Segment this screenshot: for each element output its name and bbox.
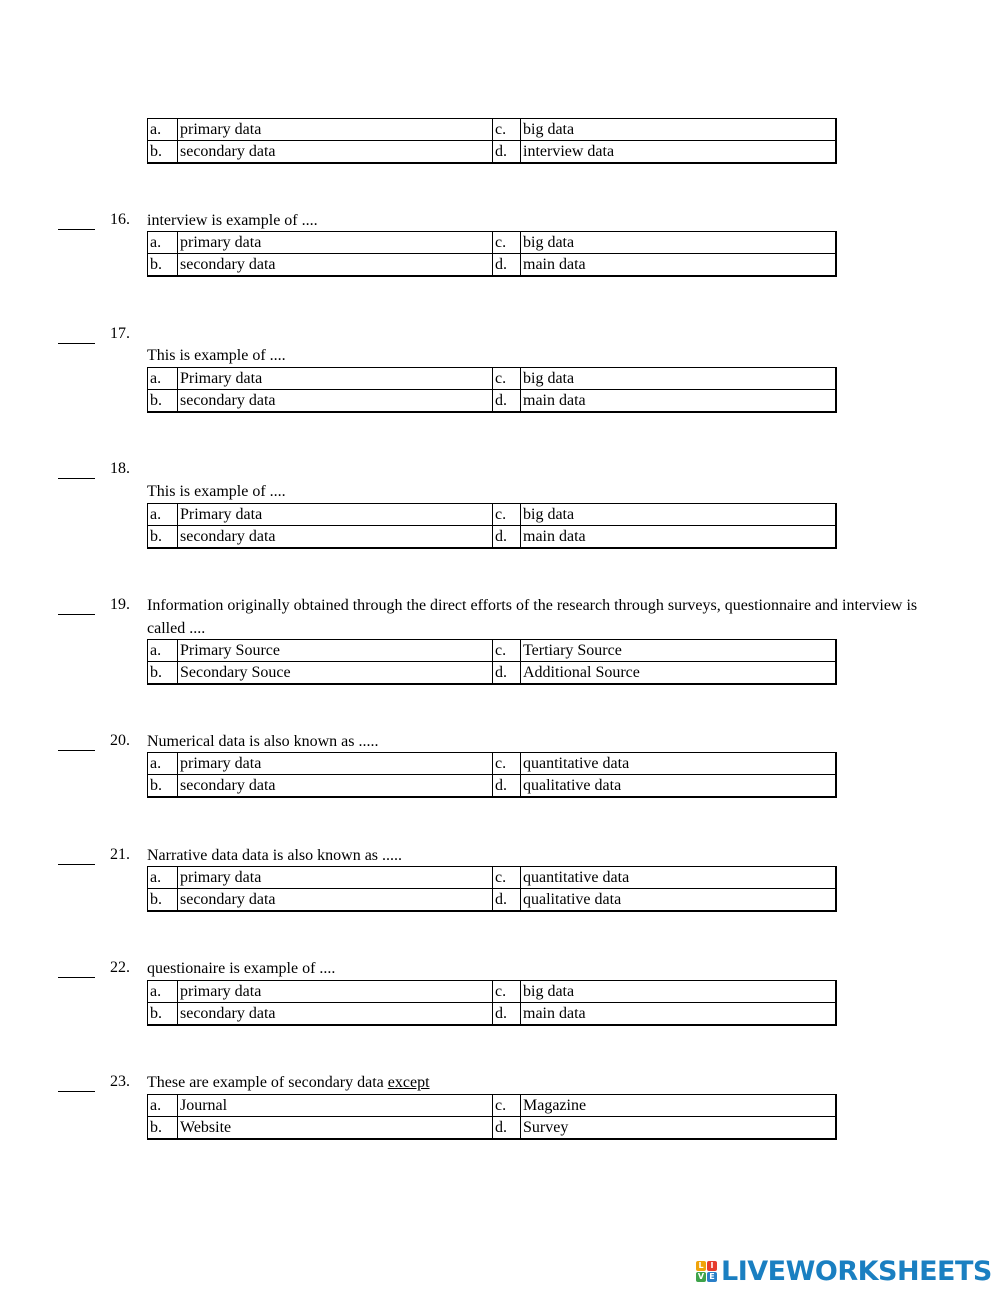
question-number: 21. <box>110 846 130 863</box>
question-stem: Narrative data data is also known as ..... <box>147 847 403 864</box>
option-a-letter: a. <box>148 368 178 390</box>
option-c[interactable]: big data <box>521 981 837 1003</box>
question-number: 23. <box>110 1073 130 1090</box>
question-stem <box>147 1071 937 1094</box>
option-c-letter: c. <box>493 232 521 254</box>
options-table <box>147 1094 837 1140</box>
option-d[interactable]: qualitative data <box>521 889 837 912</box>
answer-blank[interactable] <box>58 229 95 230</box>
option-c-letter: c. <box>493 1095 521 1117</box>
option-a[interactable]: primary data <box>178 867 493 889</box>
option-d[interactable]: qualitative data <box>521 775 837 798</box>
option-c-letter: c. <box>493 119 521 141</box>
question-stem: Information originally obtained through the direct efforts of the research through surveys, questionnaire and interview is called .... <box>147 597 918 637</box>
option-c-letter: c. <box>493 753 521 775</box>
option-d-letter: d. <box>493 141 521 164</box>
option-c[interactable]: big data <box>521 232 837 254</box>
option-d-letter: d. <box>493 390 521 413</box>
option-c[interactable]: quantitative data <box>521 753 837 775</box>
option-b-letter: b. <box>148 1117 178 1140</box>
option-b-letter: b. <box>148 390 178 413</box>
question-number: 22. <box>110 959 130 976</box>
option-d[interactable]: main data <box>521 254 837 277</box>
option-b-letter: b. <box>148 254 178 277</box>
option-a[interactable]: primary data <box>178 753 493 775</box>
logo-icon <box>696 1261 717 1282</box>
option-d-letter: d. <box>493 254 521 277</box>
option-d-letter: d. <box>493 662 521 685</box>
logo-text: LIVEWORKSHEETS <box>721 1255 992 1287</box>
question-stem: Numerical data is also known as ..... <box>147 733 379 750</box>
option-b[interactable]: secondary data <box>178 254 493 277</box>
answer-blank[interactable] <box>58 614 95 615</box>
option-a-letter: a. <box>148 1095 178 1117</box>
question-number: 17. <box>110 325 130 342</box>
options-table <box>147 118 837 164</box>
option-b[interactable]: secondary data <box>178 889 493 912</box>
answer-blank[interactable] <box>58 343 95 344</box>
question-stem: This is example of .... <box>147 347 286 364</box>
question-number: 16. <box>110 211 130 228</box>
option-a[interactable]: primary data <box>178 981 493 1003</box>
options-table <box>147 367 837 413</box>
option-c[interactable]: big data <box>521 119 837 141</box>
option-d[interactable]: main data <box>521 1003 837 1026</box>
option-d-letter: d. <box>493 1003 521 1026</box>
option-d-letter: d. <box>493 526 521 549</box>
options-table <box>147 980 837 1026</box>
answer-blank[interactable] <box>58 750 95 751</box>
option-d[interactable]: interview data <box>521 141 837 164</box>
option-a[interactable]: primary data <box>178 232 493 254</box>
question-number: 19. <box>110 596 130 613</box>
option-a[interactable]: Journal <box>178 1095 493 1117</box>
answer-blank[interactable] <box>58 977 95 978</box>
option-b[interactable]: secondary data <box>178 775 493 798</box>
option-d[interactable]: Survey <box>521 1117 837 1140</box>
option-c-letter: c. <box>493 504 521 526</box>
logo-icon-e: E <box>707 1272 717 1282</box>
option-c[interactable]: Tertiary Source <box>521 640 837 662</box>
logo-icon-i: I <box>707 1261 717 1271</box>
option-c[interactable]: big data <box>521 504 837 526</box>
option-a-letter: a. <box>148 981 178 1003</box>
option-d[interactable]: main data <box>521 390 837 413</box>
option-b-letter: b. <box>148 526 178 549</box>
stem-text: These are example of secondary data <box>147 1074 388 1091</box>
option-d[interactable]: Additional Source <box>521 662 837 685</box>
question-stem: questionaire is example of .... <box>147 960 336 977</box>
option-b[interactable]: secondary data <box>178 141 493 164</box>
option-d-letter: d. <box>493 889 521 912</box>
option-c[interactable]: big data <box>521 368 837 390</box>
liveworksheets-logo[interactable] <box>696 1256 992 1286</box>
option-c-letter: c. <box>493 867 521 889</box>
logo-icon-l: L <box>696 1261 706 1271</box>
option-a[interactable]: Primary data <box>178 368 493 390</box>
options-table <box>147 503 837 549</box>
options-table <box>147 639 837 685</box>
answer-blank[interactable] <box>58 864 95 865</box>
option-d[interactable]: main data <box>521 526 837 549</box>
options-table <box>147 866 837 912</box>
option-b[interactable]: Secondary Souce <box>178 662 493 685</box>
question-number: 20. <box>110 732 130 749</box>
option-a-letter: a. <box>148 867 178 889</box>
option-b[interactable]: secondary data <box>178 526 493 549</box>
question-stem: interview is example of .... <box>147 212 318 229</box>
answer-blank[interactable] <box>58 1091 95 1092</box>
option-a[interactable]: primary data <box>178 119 493 141</box>
option-b-letter: b. <box>148 889 178 912</box>
option-b-letter: b. <box>148 1003 178 1026</box>
option-a-letter: a. <box>148 640 178 662</box>
option-a-letter: a. <box>148 504 178 526</box>
logo-icon-v: V <box>697 1271 705 1281</box>
stem-emphasis: except <box>387 1074 430 1091</box>
options-table <box>147 231 837 277</box>
option-a-letter: a. <box>148 119 178 141</box>
option-b-letter: b. <box>148 662 178 685</box>
option-d-letter: d. <box>493 1117 521 1140</box>
option-c-letter: c. <box>493 368 521 390</box>
option-b[interactable]: secondary data <box>178 1003 493 1026</box>
option-b[interactable]: Website <box>178 1117 493 1140</box>
question-stem: This is example of .... <box>147 483 286 500</box>
option-b[interactable]: secondary data <box>178 390 493 413</box>
option-c-letter: c. <box>493 981 521 1003</box>
option-c[interactable]: Magazine <box>521 1095 837 1117</box>
question-number: 18. <box>110 460 130 477</box>
option-c[interactable]: quantitative data <box>521 867 837 889</box>
option-c-letter: c. <box>493 640 521 662</box>
option-a[interactable]: Primary data <box>178 504 493 526</box>
options-table <box>147 752 837 798</box>
answer-blank[interactable] <box>58 478 95 479</box>
option-a[interactable]: Primary Source <box>178 640 493 662</box>
option-b-letter: b. <box>148 141 178 164</box>
option-a-letter: a. <box>148 232 178 254</box>
option-b-letter: b. <box>148 775 178 798</box>
option-d-letter: d. <box>493 775 521 798</box>
option-a-letter: a. <box>148 753 178 775</box>
